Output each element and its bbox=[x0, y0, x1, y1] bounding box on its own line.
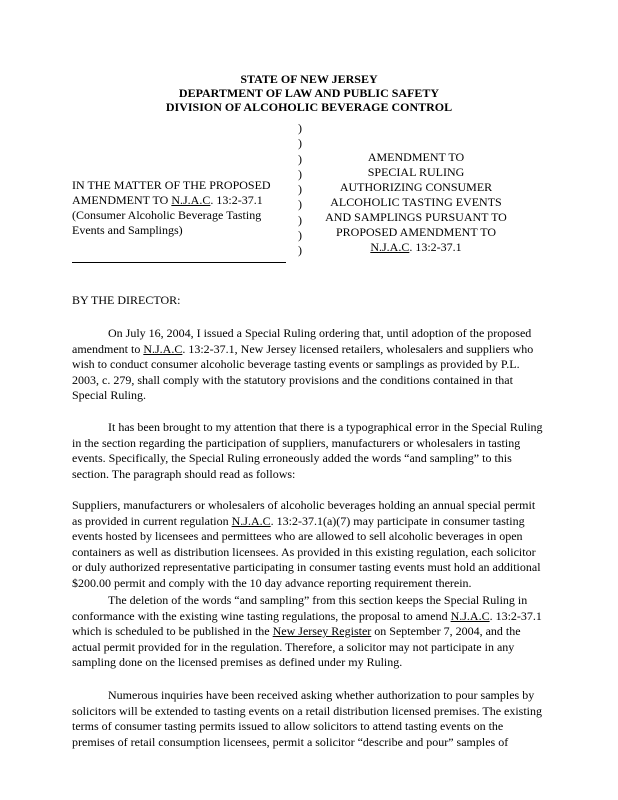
caption-matter-line bbox=[72, 193, 292, 208]
caption-title-line: ALCOHOLIC TASTING EVENTS bbox=[330, 195, 502, 209]
paren: ) bbox=[298, 166, 302, 181]
paragraph-5 bbox=[72, 688, 546, 750]
header-division: DIVISION OF ALCOHOLIC BEVERAGE CONTROL bbox=[165, 100, 453, 114]
paragraph-3-quoted-rule bbox=[72, 498, 546, 591]
paragraph-text: on September 7, 2004, and the actual permit provided for in the regulation. Therefore, a solicitor may not participate in any sampling done on the licensed premises as defined under my Ruling. bbox=[72, 624, 521, 669]
paren: ) bbox=[298, 182, 302, 197]
caption-title-line: SPECIAL RULING bbox=[367, 165, 465, 179]
paragraph-text: . 13:2-37.1(a)(7) may participate in consumer tasting events hosted by licensees and permittees who are allowed to sell alcoholic beverages in open containers as well as distribution licensees. As provided in this existing regulation, each solicitor or duly authorized representative participating in consumer tasting events must hold an additional $200.00 permit and comply with the 10 day advance reporting requirement therein. bbox=[72, 513, 541, 590]
paragraph-text: . 13:2-37.1, New Jersey licensed retailers, wholesalers and suppliers who wish to conduct consumer alcoholic beverage tasting events or samplings as provided by P.L. 2003, c. 279, shall comply with the statutory provisions and the conditions contained in that Special Ruling. bbox=[72, 341, 534, 402]
paren: ) bbox=[298, 151, 302, 166]
njac-citation: N.J.A.C bbox=[143, 341, 183, 356]
paragraph-4 bbox=[72, 593, 546, 671]
njac-citation: N.J.A.C bbox=[231, 513, 271, 528]
caption-text: . 13:2-37.1 bbox=[210, 193, 263, 207]
caption-matter-line: Events and Samplings) bbox=[72, 223, 183, 237]
paragraph-text: It has been brought to my attention that there is a typographical error in the Special Ruling in the section regarding the participation of suppliers, manufacturers or wholesalers in tasting events. Specifically, the Special Ruling erroneously added the words “and sampling” to this section. The paragraph should read as follows: bbox=[72, 420, 543, 481]
caption-title-line: AUTHORIZING CONSUMER bbox=[339, 180, 493, 194]
paren: ) bbox=[298, 121, 302, 135]
paragraph-text: Suppliers, manufacturers or wholesalers of alcoholic beverages holding an annual special permit as provided in current regulation bbox=[72, 498, 536, 528]
paren: ) bbox=[298, 228, 302, 243]
paren: ) bbox=[298, 136, 302, 151]
paragraph-text: On July 16, 2004, I issued a Special Ruling ordering that, until adoption of the proposed amendment to bbox=[72, 326, 532, 356]
caption-matter-line: (Consumer Alcoholic Beverage Tasting bbox=[72, 208, 262, 222]
caption-matter bbox=[72, 178, 292, 238]
paren: ) bbox=[298, 243, 302, 258]
njac-citation: N.J.A.C bbox=[370, 240, 410, 254]
caption-title-line: PROPOSED AMENDMENT TO bbox=[335, 225, 497, 239]
caption-title-line bbox=[322, 240, 510, 255]
paragraph-1 bbox=[72, 326, 546, 404]
paragraph-2 bbox=[72, 420, 546, 482]
register-citation: New Jersey Register bbox=[272, 624, 372, 638]
caption-text: AMENDMENT TO bbox=[72, 193, 172, 207]
salutation: BY THE DIRECTOR: bbox=[72, 293, 181, 307]
paren: ) bbox=[298, 212, 302, 227]
header-state: STATE OF NEW JERSEY bbox=[240, 72, 378, 86]
paren: ) bbox=[298, 197, 302, 212]
caption-title bbox=[322, 150, 510, 255]
paragraph-text: The deletion of the words “and sampling” from this section keeps the Special Ruling in conformance with the existing wine tasting regulations, the proposal to amend bbox=[72, 593, 528, 623]
caption-text: . 13:2-37.1 bbox=[409, 240, 462, 254]
paragraph-text: Numerous inquiries have been received asking whether authorization to pour samples by solicitors will be extended to tasting events on a retail distribution licensed premises. The existing terms of consumer tasting permits issued to allow solicitors to attend tasting events on the premises of retail consumption licensees, permit a solicitor “describe and pour” samples of bbox=[72, 688, 543, 749]
caption-matter-line: IN THE MATTER OF THE PROPOSED bbox=[72, 178, 271, 192]
caption-title-line: AND SAMPLINGS PURSUANT TO bbox=[325, 210, 507, 224]
header-department: DEPARTMENT OF LAW AND PUBLIC SAFETY bbox=[178, 86, 440, 100]
njac-citation: N.J.A.C bbox=[171, 193, 211, 207]
njac-citation: N.J.A.C bbox=[450, 608, 490, 623]
caption-signature-rule bbox=[72, 262, 286, 263]
caption-title-line: AMENDMENT TO bbox=[367, 150, 465, 164]
caption-parentheses-column bbox=[298, 121, 302, 259]
paragraph-text: . 13:2-37.1 which is scheduled to be published in the bbox=[72, 608, 542, 638]
